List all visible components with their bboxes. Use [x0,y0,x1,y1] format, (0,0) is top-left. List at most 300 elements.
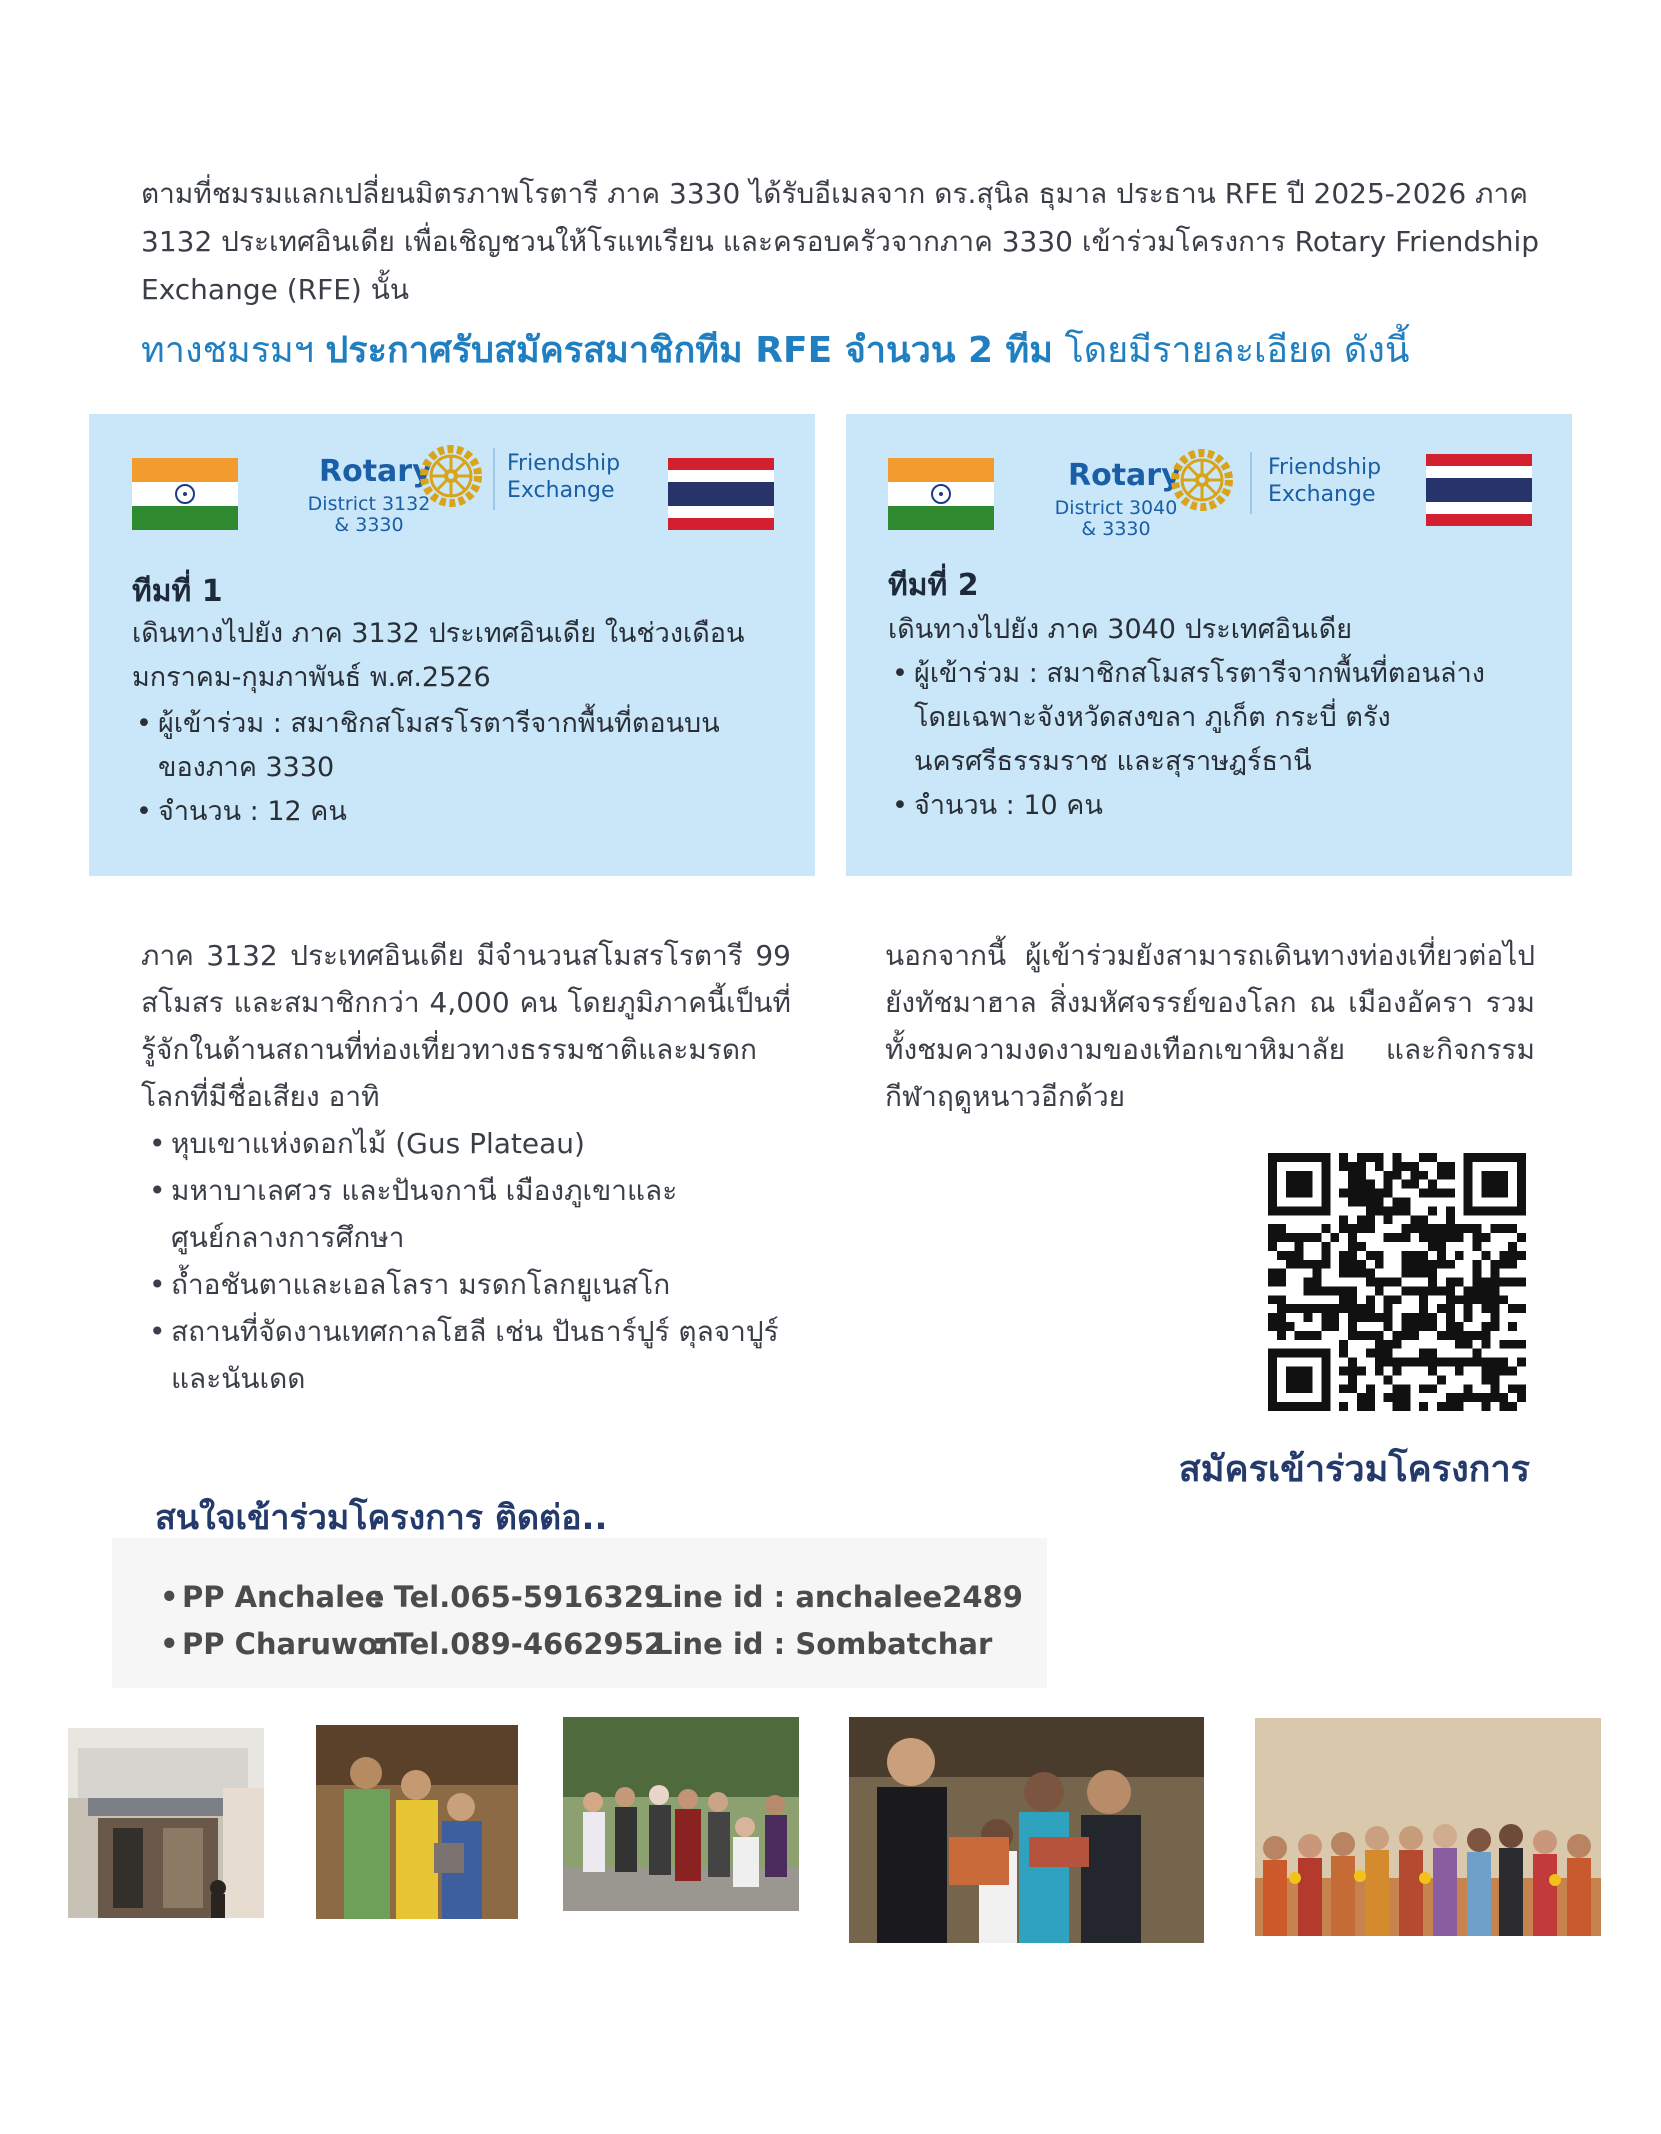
qr-module [1446,1260,1455,1269]
qr-module [1321,1313,1330,1322]
qr-module [1428,1242,1437,1251]
qr-module [1401,1233,1410,1242]
qr-module [1419,1251,1428,1260]
qr-module [1419,1269,1428,1278]
qr-module [1419,1153,1428,1162]
qr-module [1339,1295,1348,1304]
qr-module [1455,1295,1464,1304]
qr-module [1410,1171,1419,1180]
qr-module [1428,1358,1437,1367]
district-line-2: & 3330 [1081,518,1151,540]
qr-module [1321,1251,1330,1260]
qr-module [1366,1197,1375,1206]
qr-module [1517,1304,1526,1313]
qr-module [1437,1171,1446,1180]
qr-module [1277,1233,1286,1242]
qr-module [1339,1153,1348,1162]
qr-module [1490,1224,1499,1233]
qr-module [1482,1393,1491,1402]
qr-module [1517,1251,1526,1260]
qr-module [1304,1304,1313,1313]
qr-module [1393,1162,1402,1171]
qr-module [1384,1393,1393,1402]
list-item: • ถ้ำอชันตาและเอลโลรา มรดกโลกยูเนสโก [141,1261,791,1308]
district-line-1: District 3040 [1054,497,1178,519]
rotary-wordmark: Rotary [319,454,432,489]
extra-info-paragraph: นอกจากนี้ ผู้เข้าร่วมยังสามารถเดินทางท่องเที่ยวต่อไปยังทัชมาฮาล สิ่งมหัศจรรย์ของโลก ณ เมืองอัครา รวมทั้งชมความงดงามของเทือกเขาหิมาลัย และกิจกรรมกีฬาฤดูหนาวอีกด้วย [885,939,1535,1113]
qr-module [1339,1269,1348,1278]
qr-module [1419,1189,1428,1198]
qr-module [1348,1189,1357,1198]
qr-module [1482,1358,1491,1367]
qr-module [1339,1384,1348,1393]
qr-module [1348,1295,1357,1304]
qr-module [1490,1304,1499,1313]
qr-module [1375,1189,1384,1198]
qr-module [1339,1367,1348,1376]
qr-module [1428,1384,1437,1393]
qr-module [1330,1233,1339,1242]
qr-module [1277,1313,1286,1322]
qr-module [1366,1295,1375,1304]
qr-module [1428,1286,1437,1295]
qr-module [1330,1313,1339,1322]
qr-module [1446,1162,1455,1171]
qr-module [1268,1224,1277,1233]
qr-module [1357,1162,1366,1171]
qr-module [1375,1251,1384,1260]
qr-module [1419,1215,1428,1224]
qr-module [1473,1260,1482,1269]
qr-module [1508,1340,1517,1349]
qr-module [1410,1224,1419,1233]
qr-module [1295,1304,1304,1313]
qr-module [1339,1402,1348,1411]
fe-line-2: Exchange [1268,482,1376,507]
qr-module [1410,1251,1419,1260]
qr-module [1490,1384,1499,1393]
contact-tel[interactable]: : Tel.065-5916329 [372,1580,665,1614]
qr-module [1464,1313,1473,1322]
qr-module [1348,1384,1357,1393]
rotary-wheel-icon [419,444,483,508]
qr-module [1508,1224,1517,1233]
contact-tel[interactable]: : Tel.089-4662952 [372,1627,665,1661]
qr-module [1375,1153,1384,1162]
qr-module [1295,1260,1304,1269]
qr-module [1437,1242,1446,1251]
qr-module [1339,1162,1348,1171]
list-item: • สถานที่จัดงานเทศกาลโฮลี เช่น ปันธาร์ปูร์ ตุลจาปูร์ และนันเดด [141,1308,791,1402]
qr-module [1366,1251,1375,1260]
qr-module [1348,1358,1357,1367]
qr-module [1508,1242,1517,1251]
qr-module [1366,1269,1375,1278]
list-item: • มหาบาเลศวร และปันจกานี เมืองภูเขาและศูนย์กลางการศึกษา [141,1167,791,1261]
qr-module [1393,1278,1402,1287]
qr-module [1348,1331,1357,1340]
qr-module [1339,1286,1348,1295]
qr-module [1455,1340,1464,1349]
qr-module [1312,1269,1321,1278]
qr-module [1490,1269,1499,1278]
qr-module [1464,1331,1473,1340]
qr-module [1446,1224,1455,1233]
qr-module [1348,1242,1357,1251]
qr-module [1455,1322,1464,1331]
qr-module [1304,1331,1313,1340]
attractions-list [141,1120,791,1402]
qr-module [1499,1295,1508,1304]
team-2-title: ทีมที่ 2 [888,568,979,603]
qr-module [1401,1251,1410,1260]
qr-module [1428,1260,1437,1269]
qr-module [1446,1206,1455,1215]
qr-module [1428,1189,1437,1198]
qr-module [1339,1304,1348,1313]
headline-prefix: ทางชมรมฯ [141,330,326,371]
qr-module [1482,1304,1491,1313]
qr-module [1348,1233,1357,1242]
qr-module [1490,1367,1499,1376]
qr-module [1499,1224,1508,1233]
qr-module [1357,1180,1366,1189]
qr-module [1401,1286,1410,1295]
qr-module [1366,1384,1375,1393]
qr-module [1339,1340,1348,1349]
qr-module [1446,1233,1455,1242]
list-item: • หุบเขาแห่งดอกไม้ (Gus Plateau) [141,1120,791,1167]
qr-module [1384,1304,1393,1313]
qr-module [1393,1171,1402,1180]
qr-module [1490,1278,1499,1287]
qr-module [1517,1340,1526,1349]
qr-module [1517,1358,1526,1367]
qr-module [1517,1278,1526,1287]
qr-module [1304,1313,1313,1322]
qr-module [1384,1349,1393,1358]
qr-module [1357,1153,1366,1162]
contact-name: PP Charuwon [182,1627,399,1661]
contact-line-id[interactable]: Line id : anchalee2489 [654,1580,1023,1614]
qr-module [1277,1278,1286,1287]
qr-module [1401,1224,1410,1233]
team-2-destination [888,608,1548,652]
district-line-1: District 3132 [307,493,431,515]
contact-title: สนใจเข้าร่วมโครงการ ติดต่อ.. [155,1498,608,1538]
qr-module [1419,1358,1428,1367]
qr-module [1419,1349,1428,1358]
qr-module [1348,1162,1357,1171]
qr-module [1482,1367,1491,1376]
photo-ceremony [1255,1718,1601,1936]
qr-module [1357,1269,1366,1278]
qr-module [1295,1331,1304,1340]
qr-module [1366,1153,1375,1162]
qr-module [1410,1358,1419,1367]
qr-module [1473,1269,1482,1278]
qr-module [1490,1358,1499,1367]
qr-module [1357,1313,1366,1322]
qr-module [1330,1304,1339,1313]
qr-module [1339,1189,1348,1198]
qr-module [1348,1286,1357,1295]
qr-module [1375,1162,1384,1171]
qr-module [1419,1322,1428,1331]
team-1-destination-line-1: เดินทางไปยัง ภาค 3132 ประเทศอินเดีย ในช่วงเดือน [132,618,745,649]
qr-module [1286,1322,1295,1331]
qr-module [1384,1233,1393,1242]
qr-module [1277,1331,1286,1340]
qr-module [1286,1233,1295,1242]
qr-module [1401,1358,1410,1367]
team-1-count: • จำนวน : 12 คน [132,790,752,834]
qr-module [1508,1402,1517,1411]
qr-module [1330,1286,1339,1295]
qr-module [1473,1295,1482,1304]
qr-module [1482,1375,1491,1384]
qr-module [1437,1260,1446,1269]
qr-module [1410,1269,1419,1278]
signup-label[interactable]: สมัครเข้าร่วมโครงการ [1178,1449,1530,1490]
qr-module [1366,1180,1375,1189]
team-2-count: • จำนวน : 10 คน [888,784,1518,828]
qr-module [1268,1233,1277,1242]
qr-module [1348,1197,1357,1206]
team-2-participants: • ผู้เข้าร่วม : สมาชิกสโมสรโรตารีจากพื้นที่ตอนล่าง โดยเฉพาะจังหวัดสงขลา ภูเก็ต กระบี่ ตรังนครศรีธรรมราช และสุราษฎร์ธานี [888,652,1518,784]
qr-module [1490,1295,1499,1304]
qr-module [1357,1260,1366,1269]
qr-module [1437,1375,1446,1384]
qr-module [1482,1322,1491,1331]
qr-module [1384,1358,1393,1367]
qr-module [1384,1171,1393,1180]
contact-line-id[interactable]: Line id : Sombatchar [654,1627,993,1661]
qr-module [1464,1224,1473,1233]
qr-module [1348,1269,1357,1278]
qr-module [1375,1313,1384,1322]
qr-module [1277,1304,1286,1313]
thai-flag-icon [668,458,774,530]
qr-module [1490,1313,1499,1322]
qr-module [1348,1224,1357,1233]
qr-module [1401,1269,1410,1278]
qr-module [1437,1162,1446,1171]
qr-module [1393,1367,1402,1376]
qr-module [1401,1180,1410,1189]
qr-module [1384,1295,1393,1304]
team-1-title: ทีมที่ 1 [132,574,223,609]
photo-gift-exchange [849,1717,1204,1943]
qr-module [1339,1349,1348,1358]
qr-module [1482,1286,1491,1295]
qr-module [1437,1331,1446,1340]
qr-module [1339,1224,1348,1233]
qr-module [1366,1304,1375,1313]
photo-group-outdoor [563,1717,799,1911]
qr-module [1419,1224,1428,1233]
qr-module [1393,1197,1402,1206]
qr-module [1295,1233,1304,1242]
qr-module [1339,1251,1348,1260]
qr-module [1419,1304,1428,1313]
qr-module [1410,1313,1419,1322]
qr-module [1455,1233,1464,1242]
qr-module [1446,1286,1455,1295]
qr-module [1312,1331,1321,1340]
team-2-details [888,652,1518,828]
qr-module [1330,1322,1339,1331]
qr-module [1366,1224,1375,1233]
qr-module [1375,1340,1384,1349]
qr-module [1312,1304,1321,1313]
qr-module [1366,1215,1375,1224]
qr-module [1401,1322,1410,1331]
bullet: • [160,1627,179,1661]
qr-module [1499,1278,1508,1287]
qr-module [1375,1286,1384,1295]
logo-separator [1250,452,1252,514]
india-flag-icon [888,458,994,530]
india-flag-icon [132,458,238,530]
qr-module [1348,1375,1357,1384]
qr-module [1499,1358,1508,1367]
qr-module [1446,1322,1455,1331]
district-line-2: & 3330 [334,514,404,536]
contact-row-1 [160,1580,1023,1614]
qr-module [1464,1393,1473,1402]
qr-module [1499,1402,1508,1411]
qr-module [1348,1322,1357,1331]
qr-module [1312,1260,1321,1269]
qr-module [1428,1206,1437,1215]
qr-module [1455,1251,1464,1260]
qr-module [1428,1233,1437,1242]
qr-module [1321,1242,1330,1251]
qr-module [1375,1349,1384,1358]
qr-module [1446,1331,1455,1340]
qr-module [1419,1286,1428,1295]
qr-module [1446,1304,1455,1313]
qr-module [1473,1286,1482,1295]
fe-line-2: Exchange [507,478,615,503]
qr-module [1357,1242,1366,1251]
qr-module [1366,1189,1375,1198]
logo-separator [493,448,495,510]
qr-module [1384,1215,1393,1224]
qr-module [1375,1367,1384,1376]
qr-module [1473,1358,1482,1367]
qr-module [1508,1278,1517,1287]
qr-module [1473,1393,1482,1402]
qr-module [1473,1224,1482,1233]
qr-module [1312,1278,1321,1287]
qr-module [1410,1180,1419,1189]
qr-module [1357,1393,1366,1402]
qr-code-icon[interactable] [1268,1153,1526,1411]
qr-module [1384,1322,1393,1331]
qr-module [1366,1206,1375,1215]
qr-module [1446,1189,1455,1198]
qr-module [1428,1153,1437,1162]
qr-module [1295,1251,1304,1260]
qr-module [1437,1224,1446,1233]
qr-module [1348,1304,1357,1313]
qr-module [1268,1242,1277,1251]
intro-paragraph: ตามที่ชมรมแลกเปลี่ยนมิตรภาพโรตารี ภาค 3330 ได้รับอีเมลจาก ดร.สุนิล ธุมาล ประธาน RFE ปี 2025-2026 ภาค 3132 ประเทศอินเดีย เพื่อเชิญชวนให้โรแทเรียน และครอบครัวจากภาค 3330 เข้าร่วมโครงการ Rotary Friendship Exchange (RFE) นั้น [141,177,1540,306]
qr-module [1277,1322,1286,1331]
qr-module [1366,1313,1375,1322]
qr-module [1384,1340,1393,1349]
photo-building [68,1728,264,1918]
qr-module [1437,1304,1446,1313]
qr-module [1428,1224,1437,1233]
qr-module [1482,1233,1491,1242]
qr-module [1490,1393,1499,1402]
qr-module [1401,1260,1410,1269]
qr-module [1455,1358,1464,1367]
qr-module [1357,1367,1366,1376]
qr-module [1393,1233,1402,1242]
qr-module [1499,1393,1508,1402]
qr-module [1419,1260,1428,1269]
qr-module [1508,1322,1517,1331]
qr-module [1455,1331,1464,1340]
qr-module [1384,1375,1393,1384]
qr-module [1375,1260,1384,1269]
qr-module [1393,1206,1402,1215]
qr-module [1401,1197,1410,1206]
qr-module [1490,1322,1499,1331]
qr-module [1268,1278,1277,1287]
qr-module [1455,1393,1464,1402]
qr-module [1455,1278,1464,1287]
qr-module [1419,1313,1428,1322]
qr-module [1508,1304,1517,1313]
qr-module [1473,1233,1482,1242]
fe-line-1: Friendship [507,451,621,476]
qr-module [1464,1295,1473,1304]
qr-module [1437,1286,1446,1295]
qr-module [1357,1171,1366,1180]
qr-module [1437,1358,1446,1367]
team-card-2 [846,414,1572,876]
qr-module [1393,1358,1402,1367]
team-1-destination-line-2: มกราคม-กุมภาพันธ์ พ.ศ.2526 [132,662,491,693]
rotary-wordmark: Rotary [1068,458,1181,493]
qr-module [1393,1340,1402,1349]
qr-module [1304,1278,1313,1287]
qr-module [1482,1295,1491,1304]
qr-module [1482,1251,1491,1260]
qr-module [1339,1260,1348,1269]
team-1-destination [132,612,792,700]
qr-module [1508,1251,1517,1260]
qr-module [1268,1322,1277,1331]
qr-module [1277,1295,1286,1304]
qr-module [1508,1384,1517,1393]
qr-module [1286,1260,1295,1269]
headline-suffix: โดยมีรายละเอียด ดังนี้ [1053,330,1410,371]
qr-module [1366,1278,1375,1287]
qr-module [1464,1304,1473,1313]
qr-module [1517,1384,1526,1393]
qr-module [1419,1384,1428,1393]
qr-module [1348,1367,1357,1376]
qr-module [1348,1260,1357,1269]
qr-module [1517,1233,1526,1242]
qr-module [1437,1233,1446,1242]
